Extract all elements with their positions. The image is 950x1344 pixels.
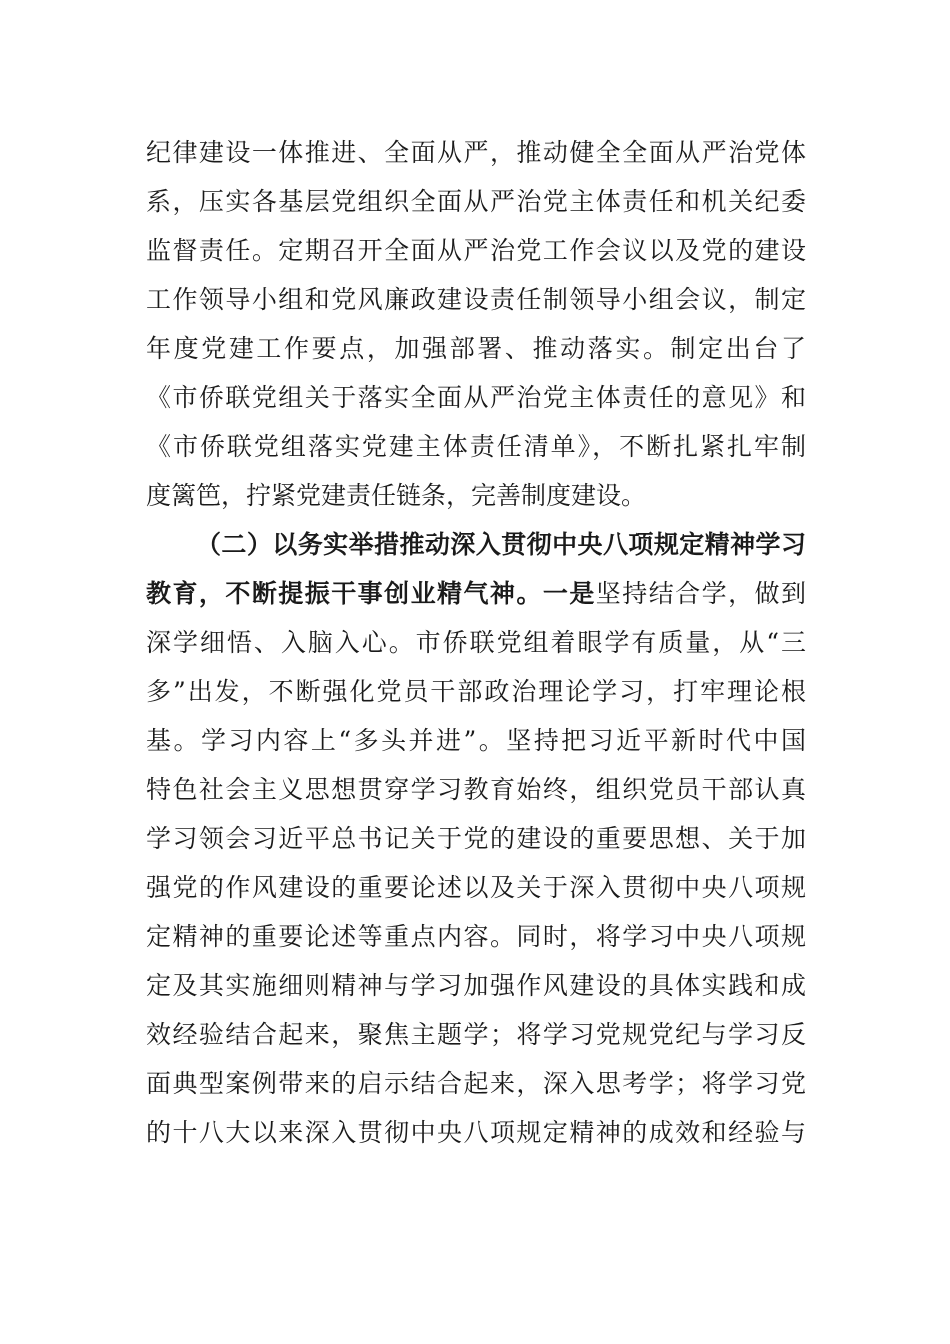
text-line: 监督责任。定期召开全面从严治党工作会议以及党的建设	[146, 236, 806, 265]
text-line: 度篱笆，拧紧党建责任链条，完善制度建设。	[146, 481, 647, 510]
text-line: 纪律建设一体推进、全面从严，推动健全全面从严治党体	[146, 138, 806, 167]
text-run: 坚持结合学，做到	[595, 579, 806, 608]
text-line: 工作领导小组和党风廉政建设责任制领导小组会议，制定	[146, 285, 806, 314]
text-line: 《市侨联党组落实党建主体责任清单》，不断扎紧扎牢制	[146, 432, 806, 461]
text-line: 定及其实施细则精神与学习加强作风建设的具体实践和成	[146, 971, 806, 1000]
section-heading: （二）以务实举措推动深入贯彻中央八项规定精神学习	[196, 530, 806, 559]
text-line: 基。学习内容上“多头并进”。坚持把习近平新时代中国	[146, 726, 806, 755]
text-line: 系，压实各基层党组织全面从严治党主体责任和机关纪委	[146, 187, 806, 216]
item-marker: 一是	[542, 579, 596, 608]
section-heading-tail: 教育，不断提振干事创业精气神。	[146, 579, 543, 608]
paragraph-discipline	[146, 128, 806, 520]
text-line: 深学细悟、入脑入心。市侨联党组着眼学有质量，从“三	[146, 628, 806, 657]
text-line: 年度党建工作要点，加强部署、推动落实。制定出台了	[146, 334, 806, 363]
text-line: 强党的作风建设的重要论述以及关于深入贯彻中央八项规	[146, 873, 806, 902]
paragraph-eight-rules	[146, 520, 806, 1157]
text-line: 效经验结合起来，聚焦主题学；将学习党规党纪与学习反	[146, 1020, 806, 1049]
text-line: 多”出发，不断强化党员干部政治理论学习，打牢理论根	[146, 677, 806, 706]
text-line: 《市侨联党组关于落实全面从严治党主体责任的意见》和	[146, 383, 806, 412]
text-line: 特色社会主义思想贯穿学习教育始终，组织党员干部认真	[146, 775, 806, 804]
text-line: 定精神的重要论述等重点内容。同时，将学习中央八项规	[146, 922, 806, 951]
text-line: 学习领会习近平总书记关于党的建设的重要思想、关于加	[146, 824, 806, 853]
text-line: 面典型案例带来的启示结合起来，深入思考学；将学习党	[146, 1069, 806, 1098]
text-line	[146, 569, 806, 618]
document-body	[146, 128, 806, 1157]
text-line: 的十八大以来深入贯彻中央八项规定精神的成效和经验与	[146, 1118, 806, 1147]
